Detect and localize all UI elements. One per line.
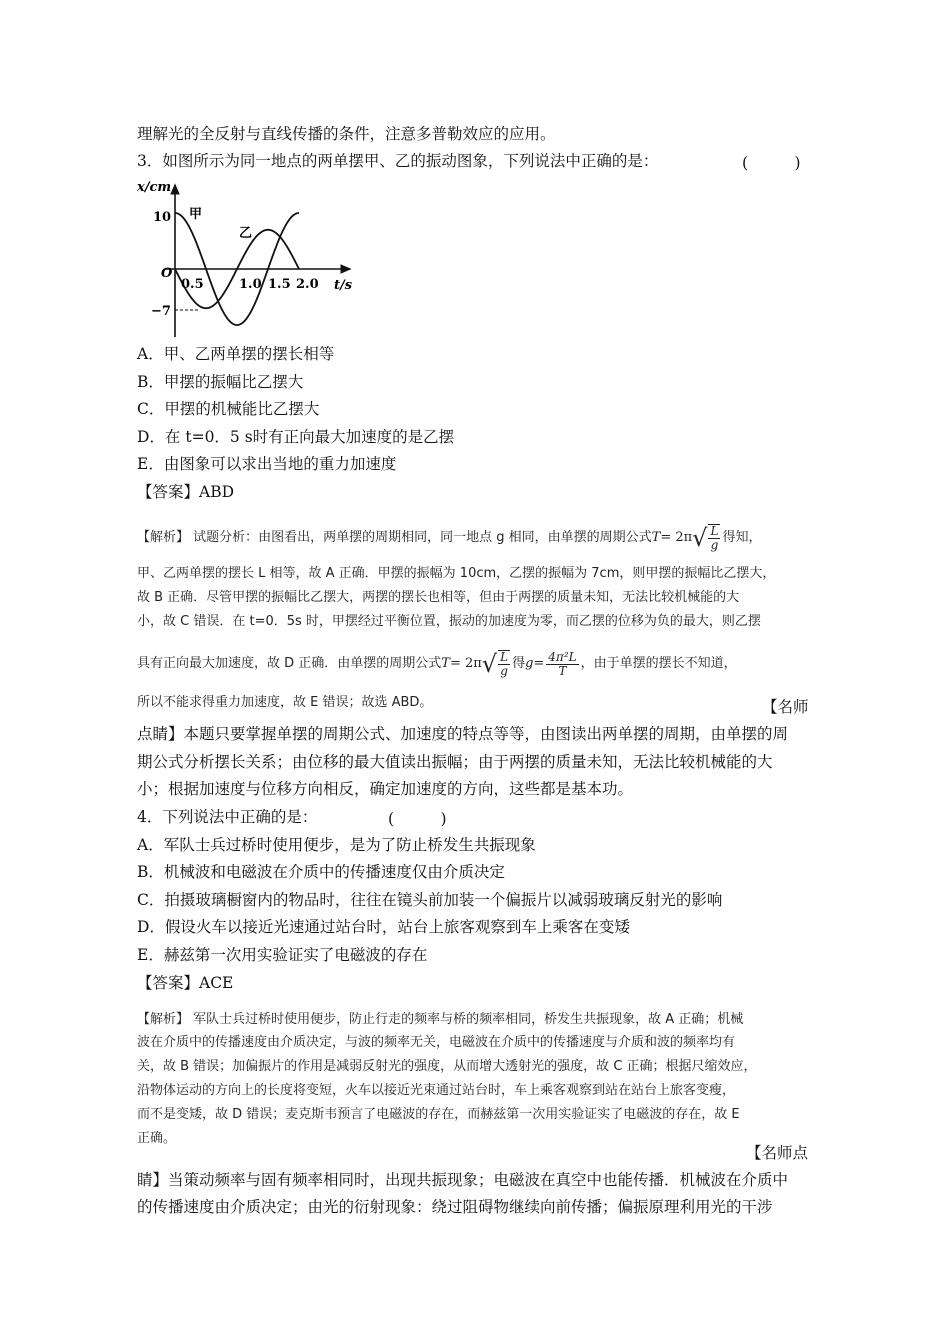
answer-blank: ( ) <box>742 154 801 172</box>
q4-analysis-line-5: 而不是变矮，故 D 错误；麦克斯韦预言了电磁波的存在，而赫兹第一次用实验证实了电磁波的存在，故 E <box>137 1107 740 1122</box>
q4-option-d: D．假设火车以接近光速通过站台时，站台上旅客观察到车上乘客在变矮 <box>137 918 630 936</box>
x-tick-1.0: 1.0 <box>239 277 262 292</box>
q4-analysis-line-6: 正确。 <box>137 1131 177 1146</box>
q3-option-e: E．由图象可以求出当地的重力加速度 <box>137 455 397 473</box>
y-axis-label: x/cm <box>137 180 172 195</box>
text-line: 理解光的全反射与直线传播的条件，注意多普勒效应的应用。 <box>137 125 556 143</box>
q3-analysis-line-4: 小，故 C 错误．在 t=0．5s 时，甲摆经过平衡位置，振动的加速度为零，而乙摆的位移为负的最大，则乙摆 <box>137 614 761 629</box>
q4-analysis-line-3: 关，故 B 错误；加偏振片的作用是减弱反射光的强度，从而增大透射光的强度，故 C 正确；根据尺缩效应， <box>137 1059 757 1074</box>
period-formula-2: T = 2π √ $\frac{L}{g}$ <box>441 650 509 678</box>
series-yi-label: 乙 <box>239 226 253 241</box>
q4-option-e: E．赫兹第一次用实验证实了电磁波的存在 <box>137 946 428 964</box>
q3-analysis-line-1: 【解析】 试题分析：由图看出，两单摆的周期相同，同一地点 g 相同，由单摆的周期公式 T = 2π √ $\frac{L}{g}$ 得知， <box>137 524 762 552</box>
q3-option-c: C．甲摆的机械能比乙摆大 <box>137 400 320 418</box>
origin-label: O <box>161 266 173 281</box>
series-jia-label: 甲 <box>189 207 203 222</box>
gravity-formula: g= $\frac{\text{4π²L}}{T}$ <box>525 649 577 678</box>
q3-tip-line-1: 点睛】本题只要掌握单摆的周期公式、加速度的特点等等，由图读出两单摆的周期，由单摆的周 <box>137 725 789 743</box>
q4-option-b: B．机械波和电磁波在介质中的传播速度仅由介质决定 <box>137 863 505 881</box>
q3-option-b: B．甲摆的振幅比乙摆大 <box>137 373 304 391</box>
q4-answer: 【答案】ACE <box>137 974 234 992</box>
q3-answer: 【答案】ABD <box>137 483 235 501</box>
period-formula: T = 2π √ $\frac{L}{g}$ <box>651 524 719 552</box>
q3-analysis-line-3: 故 B 正确．尽管甲摆的振幅比乙摆大，两摆的摆长也相等，但由于两摆的质量未知，无法比较机械能的大 <box>137 590 740 605</box>
q4-tip-line-2: 的传播速度由介质决定；由光的衍射现象：绕过阻碍物继续向前传播；偏振原理利用光的干涉 <box>137 1198 773 1216</box>
q3-analysis-line-2: 甲、乙两单摆的摆长 L 相等，故 A 正确．甲摆的振幅为 10cm，乙摆的振幅为 7cm，则甲摆的振幅比乙摆大， <box>137 566 776 581</box>
q3-option-a: A．甲、乙两单摆的摆长相等 <box>137 345 335 363</box>
q3-tip-head: 【名师 <box>762 698 809 716</box>
y-tick-neg7: −7 <box>151 304 171 319</box>
question-4-stem: 4．下列说法中正确的是： <box>137 808 318 826</box>
q4-tip-head: 【名师点 <box>746 1144 809 1162</box>
x-tick-2.0: 2.0 <box>296 277 319 292</box>
q3-tip-line-2: 期公式分析摆长关系；由位移的最大值读出振幅；由于两摆的质量未知，无法比较机械能的大 <box>137 753 773 771</box>
q3-option-d: D．在 t=0．5 s时有正向最大加速度的是乙摆 <box>137 428 455 446</box>
q4-analysis-line-2: 波在介质中的传播速度由介质决定，与波的频率无关，电磁波在介质中的传播速度与介质和波的频率均有 <box>137 1035 736 1050</box>
answer-blank-4: ( ) <box>388 810 447 828</box>
q4-option-a: A．军队士兵过桥时使用便步，是为了防止桥发生共振现象 <box>137 836 536 854</box>
q3-analysis-line-5: 具有正向最大加速度，故 D 正确．由单摆的周期公式 T = 2π √ $\frac{L}{g}$ 得 g= $\frac{\text{4π²L}}{T}$ ，由于单摆的摆长不知道， <box>137 649 737 678</box>
q4-option-c: C．拍摄玻璃橱窗内的物品时，往往在镜头前加装一个偏振片以减弱玻璃反射光的影响 <box>137 891 723 909</box>
x-tick-1.5: 1.5 <box>268 277 291 292</box>
vibration-graph <box>135 177 365 337</box>
q4-analysis-line-1: 【解析】 军队士兵过桥时使用便步，防止行走的频率与桥的频率相同，桥发生共振现象，故 A 正确；机械 <box>137 1012 744 1027</box>
q4-analysis-line-4: 沿物体运动的方向上的长度将变短，火车以接近光束通过站台时，车上乘客观察到站在站台上旅客变瘦， <box>137 1083 736 1098</box>
x-axis-label: t/s <box>334 278 353 293</box>
q4-tip-line-1: 睛】当策动频率与固有频率相同时，出现共振现象；电磁波在真空中也能传播．机械波在介质中 <box>137 1171 789 1189</box>
x-tick-0.5: 0.5 <box>181 277 204 292</box>
q3-tip-line-3: 小；根据加速度与位移方向相反，确定加速度的方向，这些都是基本功。 <box>137 780 634 798</box>
y-tick-10: 10 <box>153 210 172 225</box>
q3-analysis-line-6: 所以不能求得重力加速度，故 E 错误；故选 ABD。 <box>137 695 433 710</box>
question-3-stem: 3．如图所示为同一地点的两单摆甲、乙的振动图象，下列说法中正确的是： <box>137 152 659 170</box>
